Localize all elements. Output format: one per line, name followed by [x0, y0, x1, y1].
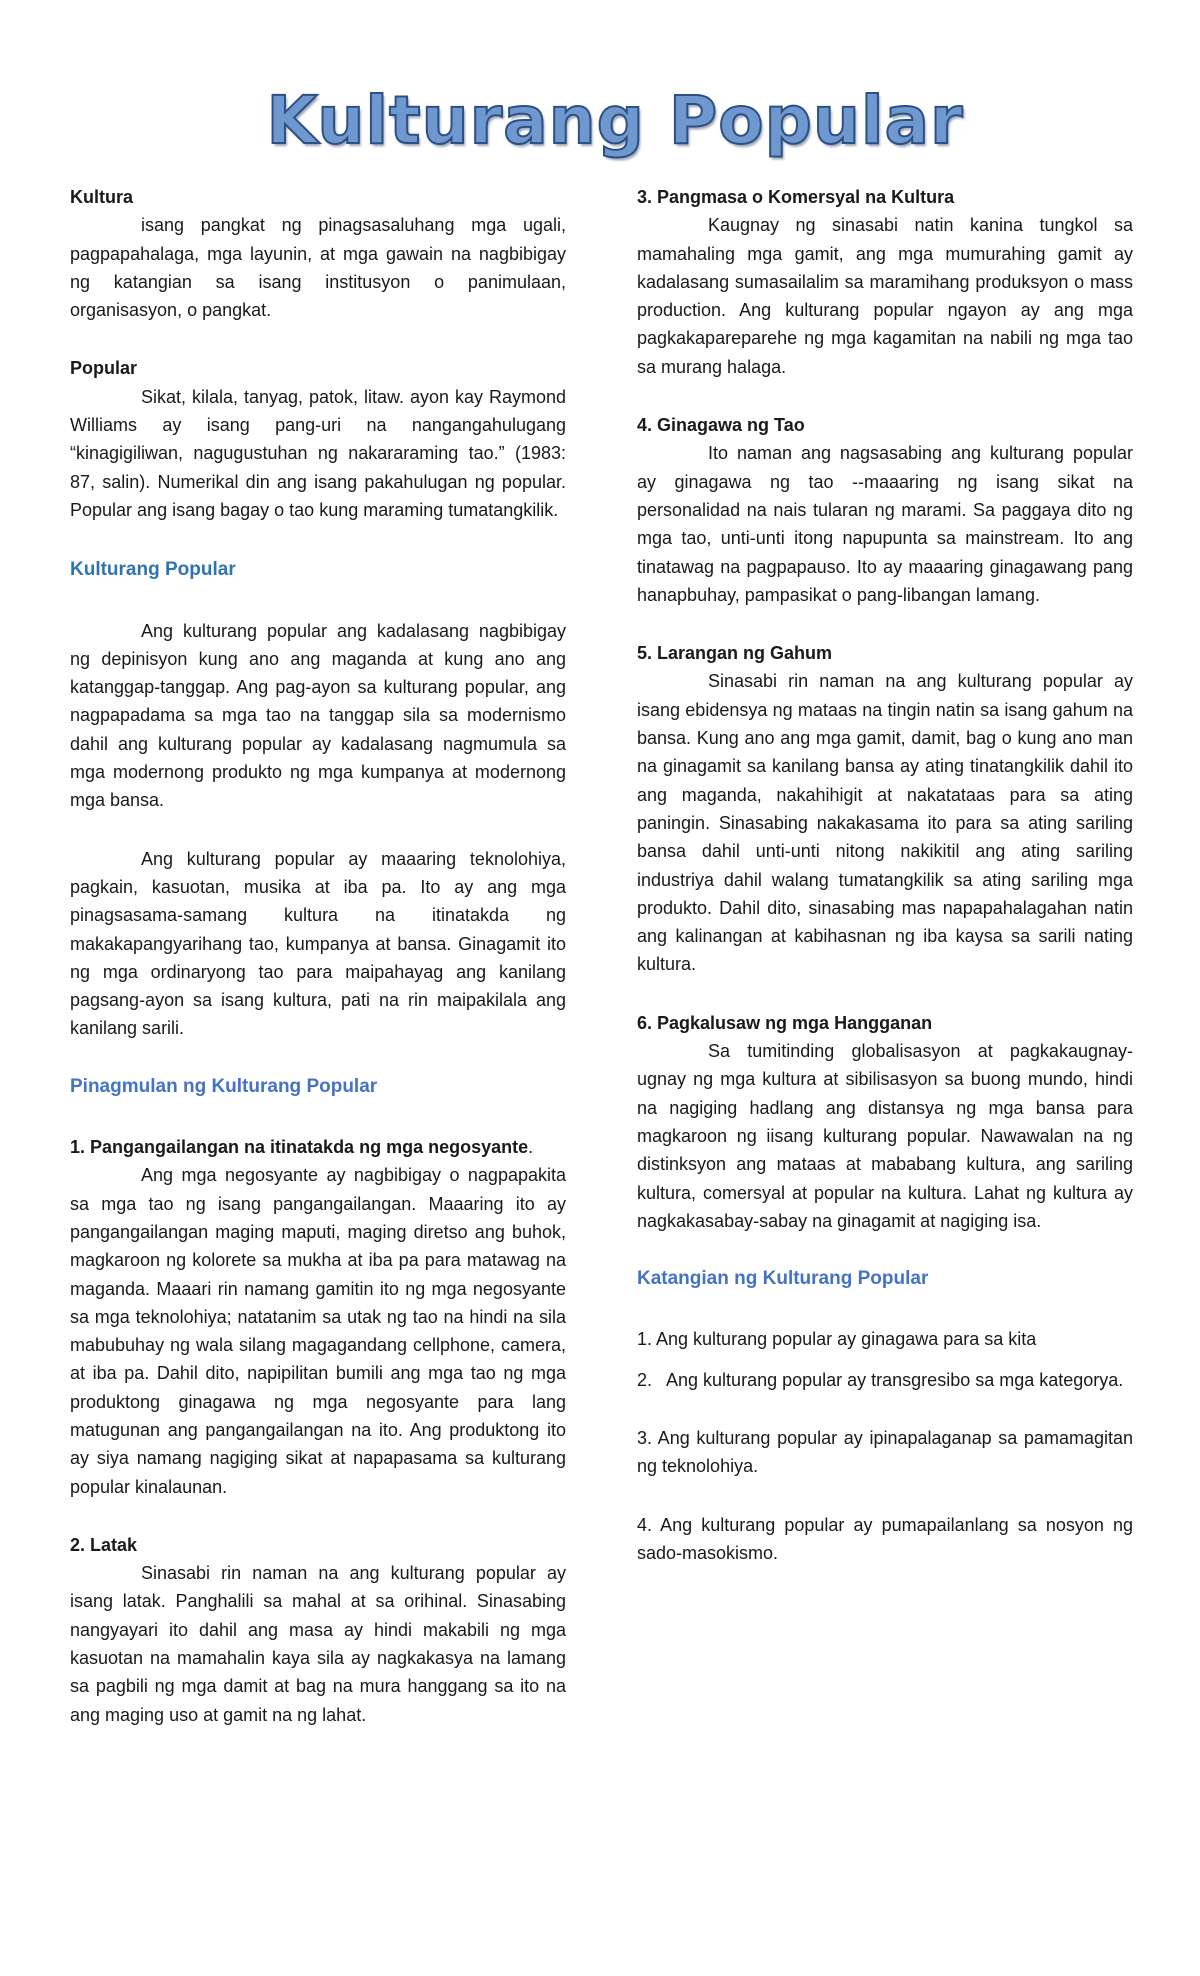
pinagmulan-heading: Pinagmulan ng Kulturang Popular: [70, 1075, 378, 1097]
katangian-list: [637, 1325, 1133, 1567]
section-1-period: .: [528, 1137, 534, 1158]
kulturang-popular-heading: Kulturang Popular: [70, 559, 236, 581]
popular-heading: Popular: [70, 358, 138, 379]
popular-definition: Sikat, kilala, tanyag, patok, litaw. ayon kay Raymond Williams ay isang pang-uri na nangangahulugang “kinagigiliwan, nagugustuhan ng nakararaming tao.” (1983: 87, salin). Numerikal din ang isang pakahulugan ng popular. Popular ang isang bagay o tao kung maraming tumatangkilik.: [70, 386, 566, 520]
kulturang-popular-paragraph-2: Ang kulturang popular ay maaaring teknolohiya, pagkain, kasuotan, musika at iba pa. Ito ay ang mga pinagsasama-samang kultura na itinatakda ng makakapangyarihang tao, kumpanya at bansa. Ginagamit ito ng mga ordinaryong tao para maipahayag ang kanilang pagsang-ayon sa isang kultura, pati na rin maipakilala ang kanilang sarili.: [70, 848, 566, 1039]
section-2-text: Sinasabi rin naman na ang kulturang popular ay isang latak. Panghalili sa mahal at sa orihinal. Sinasabing nangyayari ito dahil ang masa ay hindi makabili ng mga kasuotan na mamahalin kaya sila ay nagkakasya na lamang sa pagbili ng mga damit at bag na mura hanggang sa ito na ang maging uso at gamit na ng lahat.: [70, 1563, 566, 1725]
section-4-text: Ito naman ang nagsasabing ang kulturang popular ay ginagawa ng tao --maaaring ng isang sikat na personalidad na nais tularan ng marami. Sa paggaya dito ng mga tao, unti-unti itong napupunta sa mainstream. Ito ang tinatawag na pagpapauso. Ito ay maaaring ginagawang pang hanapbuhay, pampasikat o pang-libangan lamang.: [637, 443, 1133, 605]
katangian-item: 1. Ang kulturang popular ay ginagawa para sa kita: [637, 1329, 1037, 1350]
katangian-item: 2. Ang kulturang popular ay transgresibo sa mga kategorya.: [637, 1369, 1124, 1390]
section-1-text: Ang mga negosyante ay nagbibigay o nagpapakita sa mga tao ng isang pangangailangan. Maaaring ito ay pangangailangan maging maputi, maging diretso ang buhok, magkaroon ng kolorete sa mukha at iba pa para matawag na maganda. Maaari rin namang gamitin ito ng mga negosyante sa mga teknolohiya; natatanim sa utak ng tao na hindi na sila mabubuhay ng wala silang magagandang cellphone, camera, at iba pa. Dahil dito, napipilitan bumili ang mga tao ng mga produktong ginagawa ng mga negosyante para lang matugunan ang pangangailangan na ito. Ang produktong ito ay siya namang nagiging sikat at napapasama sa kulturang popular kinalaunan.: [70, 1165, 566, 1497]
section-6-text: Sa tumitinding globalisasyon at pagkakaugnay-ugnay ng mga kultura at sibilisasyon sa buong mundo, hindi na nagiging hadlang ang distansya ng mga bansa para magkaroon ng iisang kulturang popular. Nawawalan na ng distinksyon ang mataas at mababang kultura, ang sariling kultura, comersyal at popular na kultura. Lahat ng kultura ay nagkakasabay-sabay na ginagamit at nagiging isa.: [637, 1041, 1133, 1231]
section-5-text: Sinasabi rin naman na ang kulturang popular ay isang ebidensya ng mataas na tingin natin sa isang gahum na bansa. Kung ano ang mga gamit, damit, bag o kung ano man na ginagamit sa kanilang bansa ay ating tinatangkilik dahil ito ang maganda, nakahihigit at nakatataas para sa ating paningin. Sinasabing nakakasama ito para sa ating sariling bansa dahil unti-unti nitong nakikitil ang ating sariling industriya dahil walang tumatangkilik sa ating sariling mga produkto. Dahil dito, sinasabing mas napapahalagahan natin ang kalinangan at kabihasnan ng iba kaysa sa sarili nating kultura.: [637, 671, 1133, 975]
section-1-title: 1. Pangangailangan na itinatakda ng mga negosyante: [70, 1137, 529, 1158]
katangian-heading: Katangian ng Kulturang Popular: [637, 1268, 929, 1290]
kulturang-popular-paragraph-1: Ang kulturang popular ang kadalasang nagbibigay ng depinisyon kung ano ang maganda at kung ano ang katanggap-tanggap. Ang pag-ayon sa kulturang popular, ang nagpapadama sa mga tao na tanggap sila sa modernismo dahil ang kulturang popular ay kadalasang nagmumula sa mga modernong produkto ng mga kumpanya at modernong mga bansa.: [70, 620, 566, 811]
section-2-heading: 2. Latak: [70, 1534, 138, 1555]
section-3-text: Kaugnay ng sinasabi natin kanina tungkol sa mamahaling mga gamit, ang mga mumurahing gamit ay kadalasang sumasailalim sa maramihang produksyon o mass production. Ang kulturang popular ngayon ay ang mga pagkakapareparehe ng mga kagamitan na nabili ng mga tao sa murang halaga.: [637, 215, 1133, 377]
section-5-heading: 5. Larangan ng Gahum: [637, 643, 833, 664]
katangian-item: 3. Ang kulturang popular ay ipinapalaganap sa pamamagitan ng teknolohiya.: [637, 1427, 1133, 1477]
kultura-heading: Kultura: [70, 187, 133, 207]
katangian-item: 4. Ang kulturang popular ay pumapailanlang sa nosyon ng sado-masokismo.: [637, 1514, 1133, 1563]
section-3-heading: 3. Pangmasa o Komersyal na Kultura: [637, 187, 955, 207]
section-6-heading: 6. Pagkalusaw ng mga Hangganan: [637, 1012, 933, 1033]
left-column: [70, 183, 566, 1729]
right-column: [637, 183, 1133, 1567]
section-1-heading: [70, 1133, 566, 1161]
page-title: Kulturang Popular: [266, 82, 964, 159]
kultura-definition: isang pangkat ng pinagsasaluhang mga ugali, pagpapahalaga, mga layunin, at mga gawain na nagbibigay ng katangian sa isang institusyon o panimulaan, organisasyon, o pangkat.: [70, 215, 566, 321]
section-4-heading: 4. Ginagawa ng Tao: [637, 415, 805, 436]
